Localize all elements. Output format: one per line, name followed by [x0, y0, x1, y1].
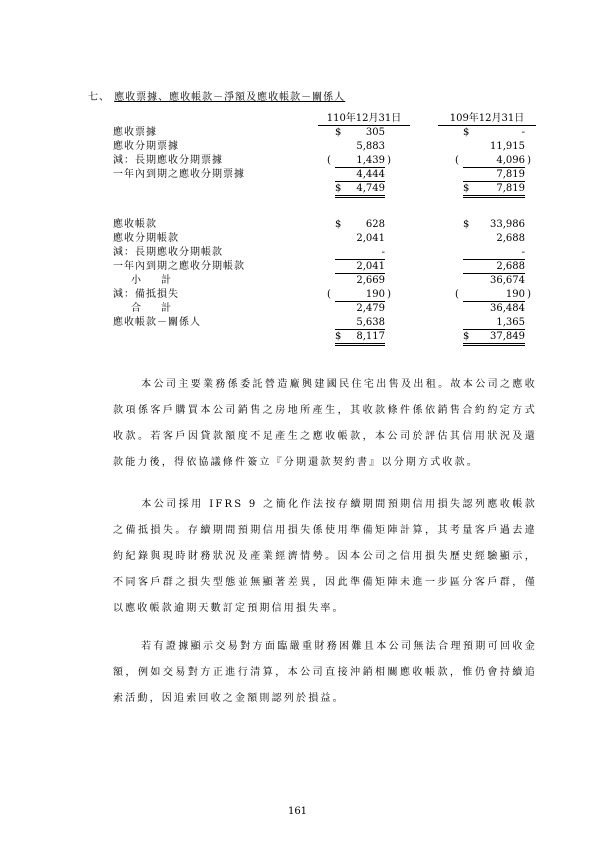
- table-row: [113, 218, 543, 232]
- accounts-receivable-table: [113, 218, 543, 344]
- section-title: 應收票據、應收帳款－淨額及應收帳款－關係人: [114, 92, 346, 103]
- row-label: 應收帳款: [113, 219, 157, 230]
- paren-close: ): [527, 155, 531, 166]
- cell-2020: [463, 218, 525, 231]
- cell-2020: [463, 316, 525, 330]
- amount-value: 7,819: [496, 183, 525, 194]
- cell-2021: [327, 154, 391, 168]
- cell-2020: [463, 260, 525, 274]
- cell-2021: [335, 140, 385, 153]
- paren-open: (: [327, 155, 331, 166]
- table-row: [113, 330, 543, 344]
- amount-value: 36,674: [490, 275, 525, 286]
- cell-2020: [463, 246, 525, 260]
- cell-2021: [335, 126, 385, 139]
- cell-2021: [335, 232, 385, 245]
- amount-value: 2,688: [496, 261, 525, 272]
- amount-value: 5,883: [356, 141, 385, 152]
- dollar-sign: $: [463, 219, 470, 230]
- amount-value: 4,749: [356, 183, 385, 194]
- paren-close: ): [387, 155, 391, 166]
- amount-value: 2,479: [356, 303, 385, 314]
- cell-2020: [463, 168, 525, 182]
- row-label: 應收分期票據: [113, 141, 179, 152]
- row-label: 減：長期應收分期帳款: [113, 247, 223, 258]
- amount-value: 190: [365, 289, 385, 300]
- cell-2021: [335, 274, 385, 287]
- amount-value: 1,365: [496, 317, 525, 328]
- paragraph-2: [113, 492, 537, 622]
- cell-2021: [335, 260, 385, 274]
- amount-value: 5,638: [356, 317, 385, 328]
- cell-2021: [327, 288, 391, 302]
- amount-value: 11,915: [490, 141, 525, 152]
- cell-2021: [335, 218, 385, 231]
- section-prefix: 七、: [88, 92, 110, 103]
- amount-value: 37,849: [490, 331, 525, 342]
- amount-value: 4,096: [496, 155, 525, 166]
- amount-value: 7,819: [496, 169, 525, 180]
- paren-open: (: [455, 289, 459, 300]
- cell-2020: [463, 140, 525, 153]
- row-label: 應收分期帳款: [113, 233, 179, 244]
- cell-2020: [463, 302, 525, 315]
- table-row: [113, 260, 543, 274]
- paren-open: (: [455, 155, 459, 166]
- dollar-sign: $: [463, 183, 470, 194]
- cell-2020: [463, 182, 525, 198]
- cell-2020: [463, 126, 525, 139]
- table-row: [113, 140, 543, 154]
- paren-close: ): [527, 289, 531, 300]
- row-label: 一年內到期之應收分期票據: [113, 169, 245, 180]
- dollar-sign: $: [335, 331, 342, 342]
- table-row: [113, 168, 543, 182]
- cell-2021: [335, 330, 385, 346]
- table-row: [113, 302, 543, 316]
- amount-value: 33,986: [490, 219, 525, 230]
- cell-2021: [335, 302, 385, 315]
- cell-2021: [335, 168, 385, 182]
- table-row: [113, 274, 543, 288]
- table-row: [113, 154, 543, 168]
- cell-2020: [463, 232, 525, 245]
- amount-value: 2,041: [356, 233, 385, 244]
- row-label: 應收票據: [113, 127, 157, 138]
- paragraph-1-text: 本公司主要業務係委託營造廠興建國民住宅出售及出租。故本公司之應收款項係客戶購買本公司銷售之房地所產生，其收款條件係依銷售合約約定方式收款。若客戶因貸款額度不足產生之應收帳款，本公司於評估其信用狀況及還款能力後，得依協議條件簽立『分期還款契約書』以分期方式收款。: [113, 379, 537, 468]
- column-header-2020: 109年12月31日: [438, 109, 536, 126]
- cell-2020: [463, 274, 525, 287]
- row-label: 應收帳款－關係人: [113, 317, 201, 328]
- amount-value: -: [381, 247, 385, 258]
- amount-value: 2,669: [356, 275, 385, 286]
- row-label: 一年內到期之應收分期帳款: [113, 261, 245, 272]
- paren-close: ): [387, 289, 391, 300]
- cell-2020: [455, 288, 531, 302]
- paragraph-3: [113, 634, 537, 712]
- table-row: [113, 232, 543, 246]
- paragraph-1: [113, 372, 537, 476]
- row-label: 合 計: [131, 303, 171, 314]
- amount-value: 305: [365, 127, 385, 138]
- dollar-sign: $: [463, 331, 470, 342]
- amount-value: -: [521, 127, 525, 138]
- paren-open: (: [327, 289, 331, 300]
- amount-value: 8,117: [356, 331, 385, 342]
- dollar-sign: $: [335, 183, 342, 194]
- dollar-sign: $: [335, 127, 342, 138]
- amount-value: 628: [365, 219, 385, 230]
- table-row: [113, 316, 543, 330]
- cell-2021: [335, 316, 385, 330]
- amount-value: 36,484: [490, 303, 525, 314]
- amount-value: 4,444: [356, 169, 385, 180]
- cell-2021: [335, 246, 385, 260]
- amount-value: 2,688: [496, 233, 525, 244]
- amount-value: 2,041: [356, 261, 385, 272]
- paragraph-3-text: 若有證據顯示交易對方面臨嚴重財務困難且本公司無法合理預期可回收金額，例如交易對方正進行清算，本公司直接沖銷相關應收帳款，惟仍會持續追索活動，因追索回收之金額則認列於損益。: [113, 641, 537, 704]
- cell-2020: [455, 154, 531, 168]
- table-row: [113, 182, 543, 196]
- table-row: [113, 246, 543, 260]
- cell-2021: [335, 182, 385, 198]
- table-row: [113, 126, 543, 140]
- notes-receivable-table: [113, 126, 543, 196]
- table-row: [113, 288, 543, 302]
- cell-2020: [463, 330, 525, 346]
- dollar-sign: $: [335, 219, 342, 230]
- amount-value: 1,439: [356, 155, 385, 166]
- paragraph-2-text: 本公司採用 IFRS 9 之簡化作法按存續期間預期信用損失認列應收帳款之備抵損失。存續期間預期信用損失係使用準備矩陣計算，其考量客戶過去違約紀錄與現時財務狀況及產業經濟情勢。因本公司之信用損失歷史經驗顯示，不同客戶群之損失型態並無顯著差異，因此準備矩陣未進一步區分客戶群，僅以應收帳款逾期天數訂定預期信用損失率。: [113, 499, 537, 614]
- dollar-sign: $: [463, 127, 470, 138]
- column-header-2021: 110年12月31日: [318, 109, 410, 126]
- section-heading: [88, 88, 345, 103]
- amount-value: 190: [505, 289, 525, 300]
- amount-value: -: [521, 247, 525, 258]
- row-label: 減：備抵損失: [113, 289, 179, 300]
- row-label: 減：長期應收分期票據: [113, 155, 223, 166]
- page-number: 161: [287, 806, 308, 817]
- row-label: 小 計: [131, 275, 171, 286]
